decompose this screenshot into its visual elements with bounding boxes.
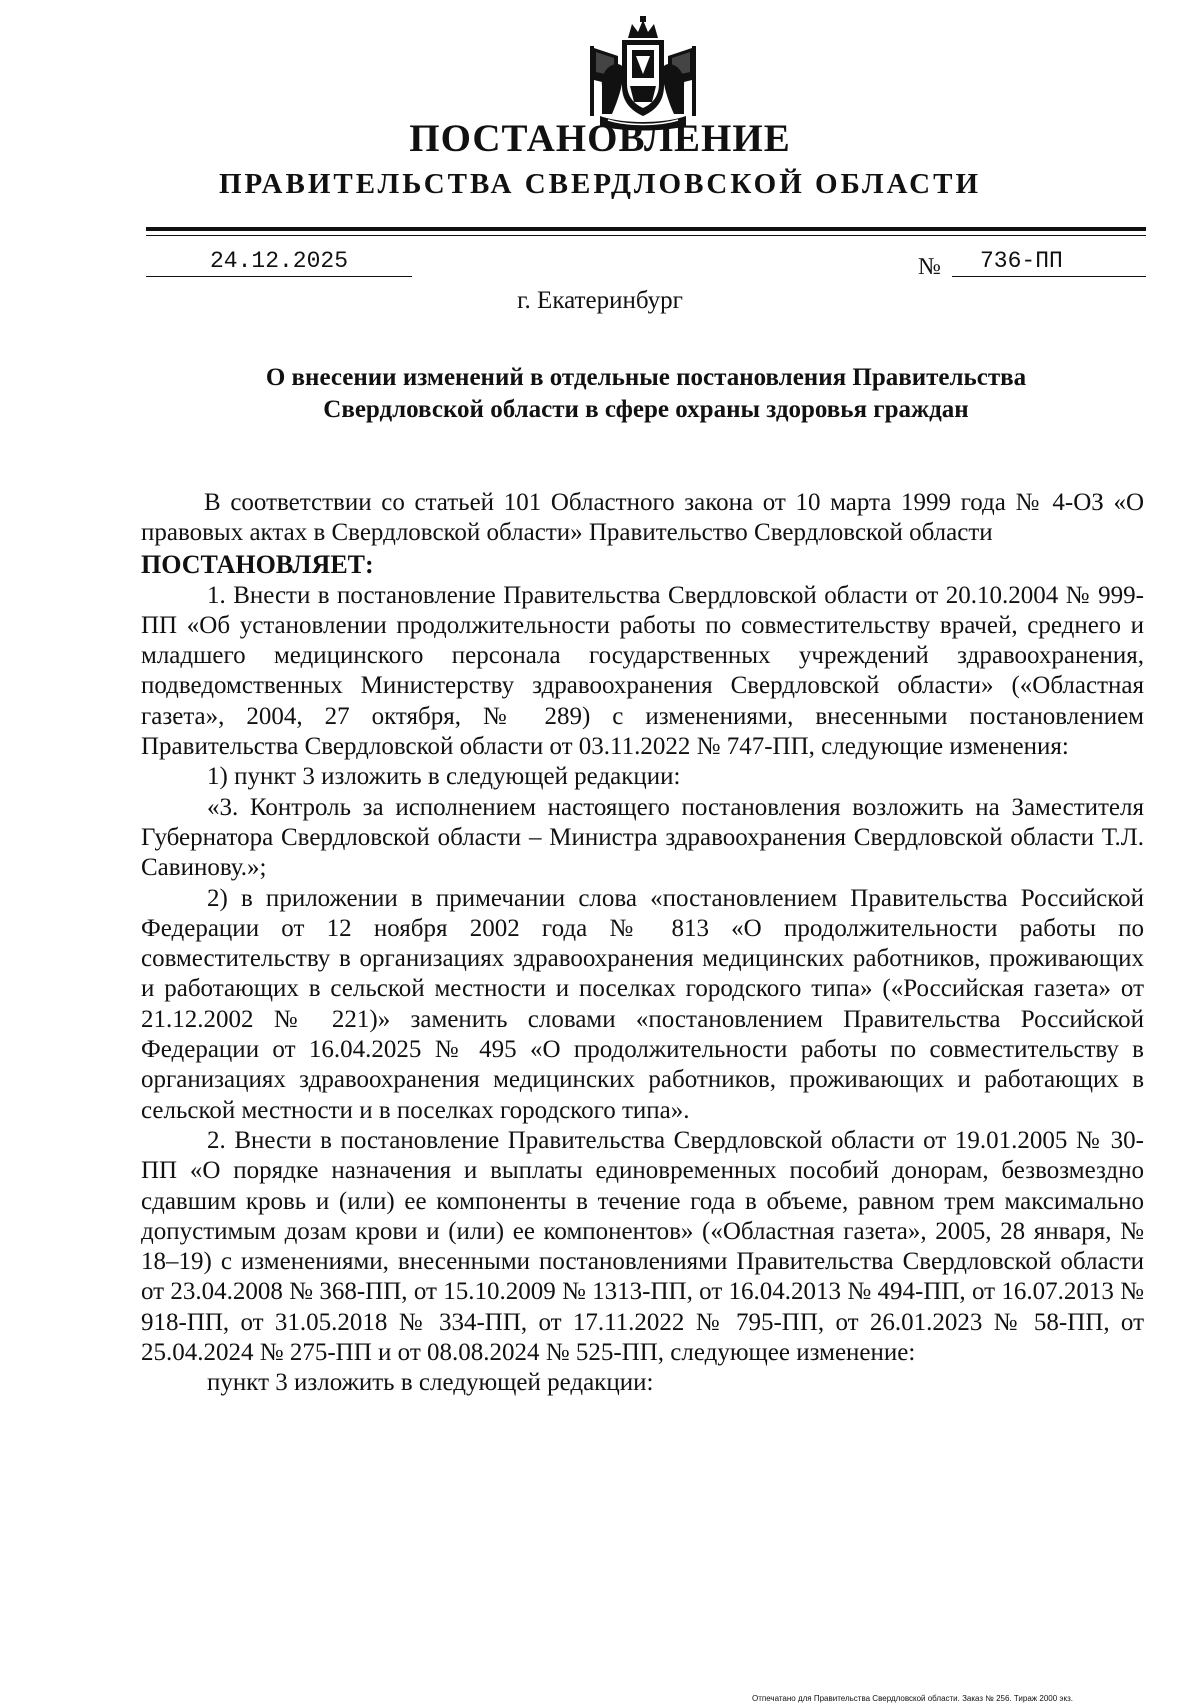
clause-1-2-paragraph: 2) в приложении в примечании слова «постановлением Правительства Российской Федерации от 12 ноября 2002 года № 813 «О продолжительности работы по совместительству в организациях здравоохранения медицинских работников, проживающих и работающих в сельской местности и поселках городского типа» («Российская газета» от 21.12.2002 № 221)» заменить словами «постановлением Правительства Российской Федерации от 16.04.2025 № 495 «О продолжительности работы по совместительству в организациях здравоохранения медицинских работников, проживающих и работающих в сельской местности и в поселках городского типа». bbox=[141, 884, 1144, 1124]
document-number: 736-ПП bbox=[952, 248, 1146, 277]
resolves-heading: ПОСТАНОВЛЯЕТ: bbox=[141, 549, 374, 579]
city-line: г. Екатеринбург bbox=[517, 287, 683, 314]
header-rule-thick bbox=[146, 227, 1146, 231]
document-type-title: ПОСТАНОВЛЕНИЕ bbox=[409, 117, 791, 160]
clause-1-paragraph: 1. Внести в постановление Правительства Свердловской области от 20.10.2004 № 999-ПП «Об установлении продолжительности работы по совместительству врачей, среднего и младшего медицинского персонала государственных учреждений здравоохранения, подведомственных Министерству здравоохранения Свердловской области» («Областная газета», 2004, 27 октября, № 289) с изменениями, внесенными постановлением Правительства Свердловской области от 03.11.2022 № 747-ПП, следующие изменения: bbox=[141, 581, 1144, 761]
clause-1-1-paragraph: 1) пункт 3 изложить в следующей редакции: bbox=[207, 763, 681, 791]
subject-title-line-1: О внесении изменений в отдельные постановления Правительства bbox=[265, 364, 1027, 391]
clause-2-1-paragraph: пункт 3 изложить в следующей редакции: bbox=[207, 1369, 654, 1397]
print-note: Отпечатано для Правительства Свердловской области. Заказ № 256. Тираж 2000 экз. bbox=[752, 1694, 1073, 1703]
clause-1-1-text-paragraph: «3. Контроль за исполнением настоящего постановления возложить на Заместителя Губернатора Свердловской области – Министра здравоохранения Свердловской области Т.Л. Савинову.»; bbox=[141, 793, 1144, 882]
coat-of-arms-icon bbox=[582, 16, 704, 132]
clause-2-paragraph: 2. Внести в постановление Правительства Свердловской области от 19.01.2005 № 30-ПП «О порядке назначения и выплаты единовременных пособий донорам, безвозмездно сдавшим кровь и (или) ее компоненты в течение года в объеме, равном трем максимально допустимым дозам крови и (или) ее компонентов» («Областная газета», 2005, 28 января, № 18–19) с изменениями, внесенными постановлениями Правительства Свердловской области от 23.04.2008 № 368-ПП, от 15.10.2009 № 1313-ПП, от 16.04.2013 № 494-ПП, от 16.07.2013 № 918-ПП, от 31.05.2018 № 334-ПП, от 17.11.2022 № 795-ПП, от 26.01.2023 № 58-ПП, от 25.04.2024 № 275-ПП и от 08.08.2024 № 525-ПП, следующее изменение: bbox=[141, 1126, 1144, 1367]
document-date: 24.12.2025 bbox=[146, 248, 412, 277]
preamble-paragraph: В соответствии со статьей 101 Областного закона от 10 марта 1999 года № 4-ОЗ «О правовых актах в Свердловской области» Правительство Свердловской области bbox=[141, 489, 1144, 547]
header-rule-thin bbox=[146, 235, 1146, 236]
number-label: № bbox=[918, 254, 941, 280]
issuer-title: ПРАВИТЕЛЬСТВА СВЕРДЛОВСКОЙ ОБЛАСТИ bbox=[218, 168, 982, 200]
document-body bbox=[141, 488, 1144, 1399]
document-subject-title bbox=[140, 362, 1152, 426]
subject-title-line-2: Свердловской области в сфере охраны здоровья граждан bbox=[323, 396, 969, 423]
